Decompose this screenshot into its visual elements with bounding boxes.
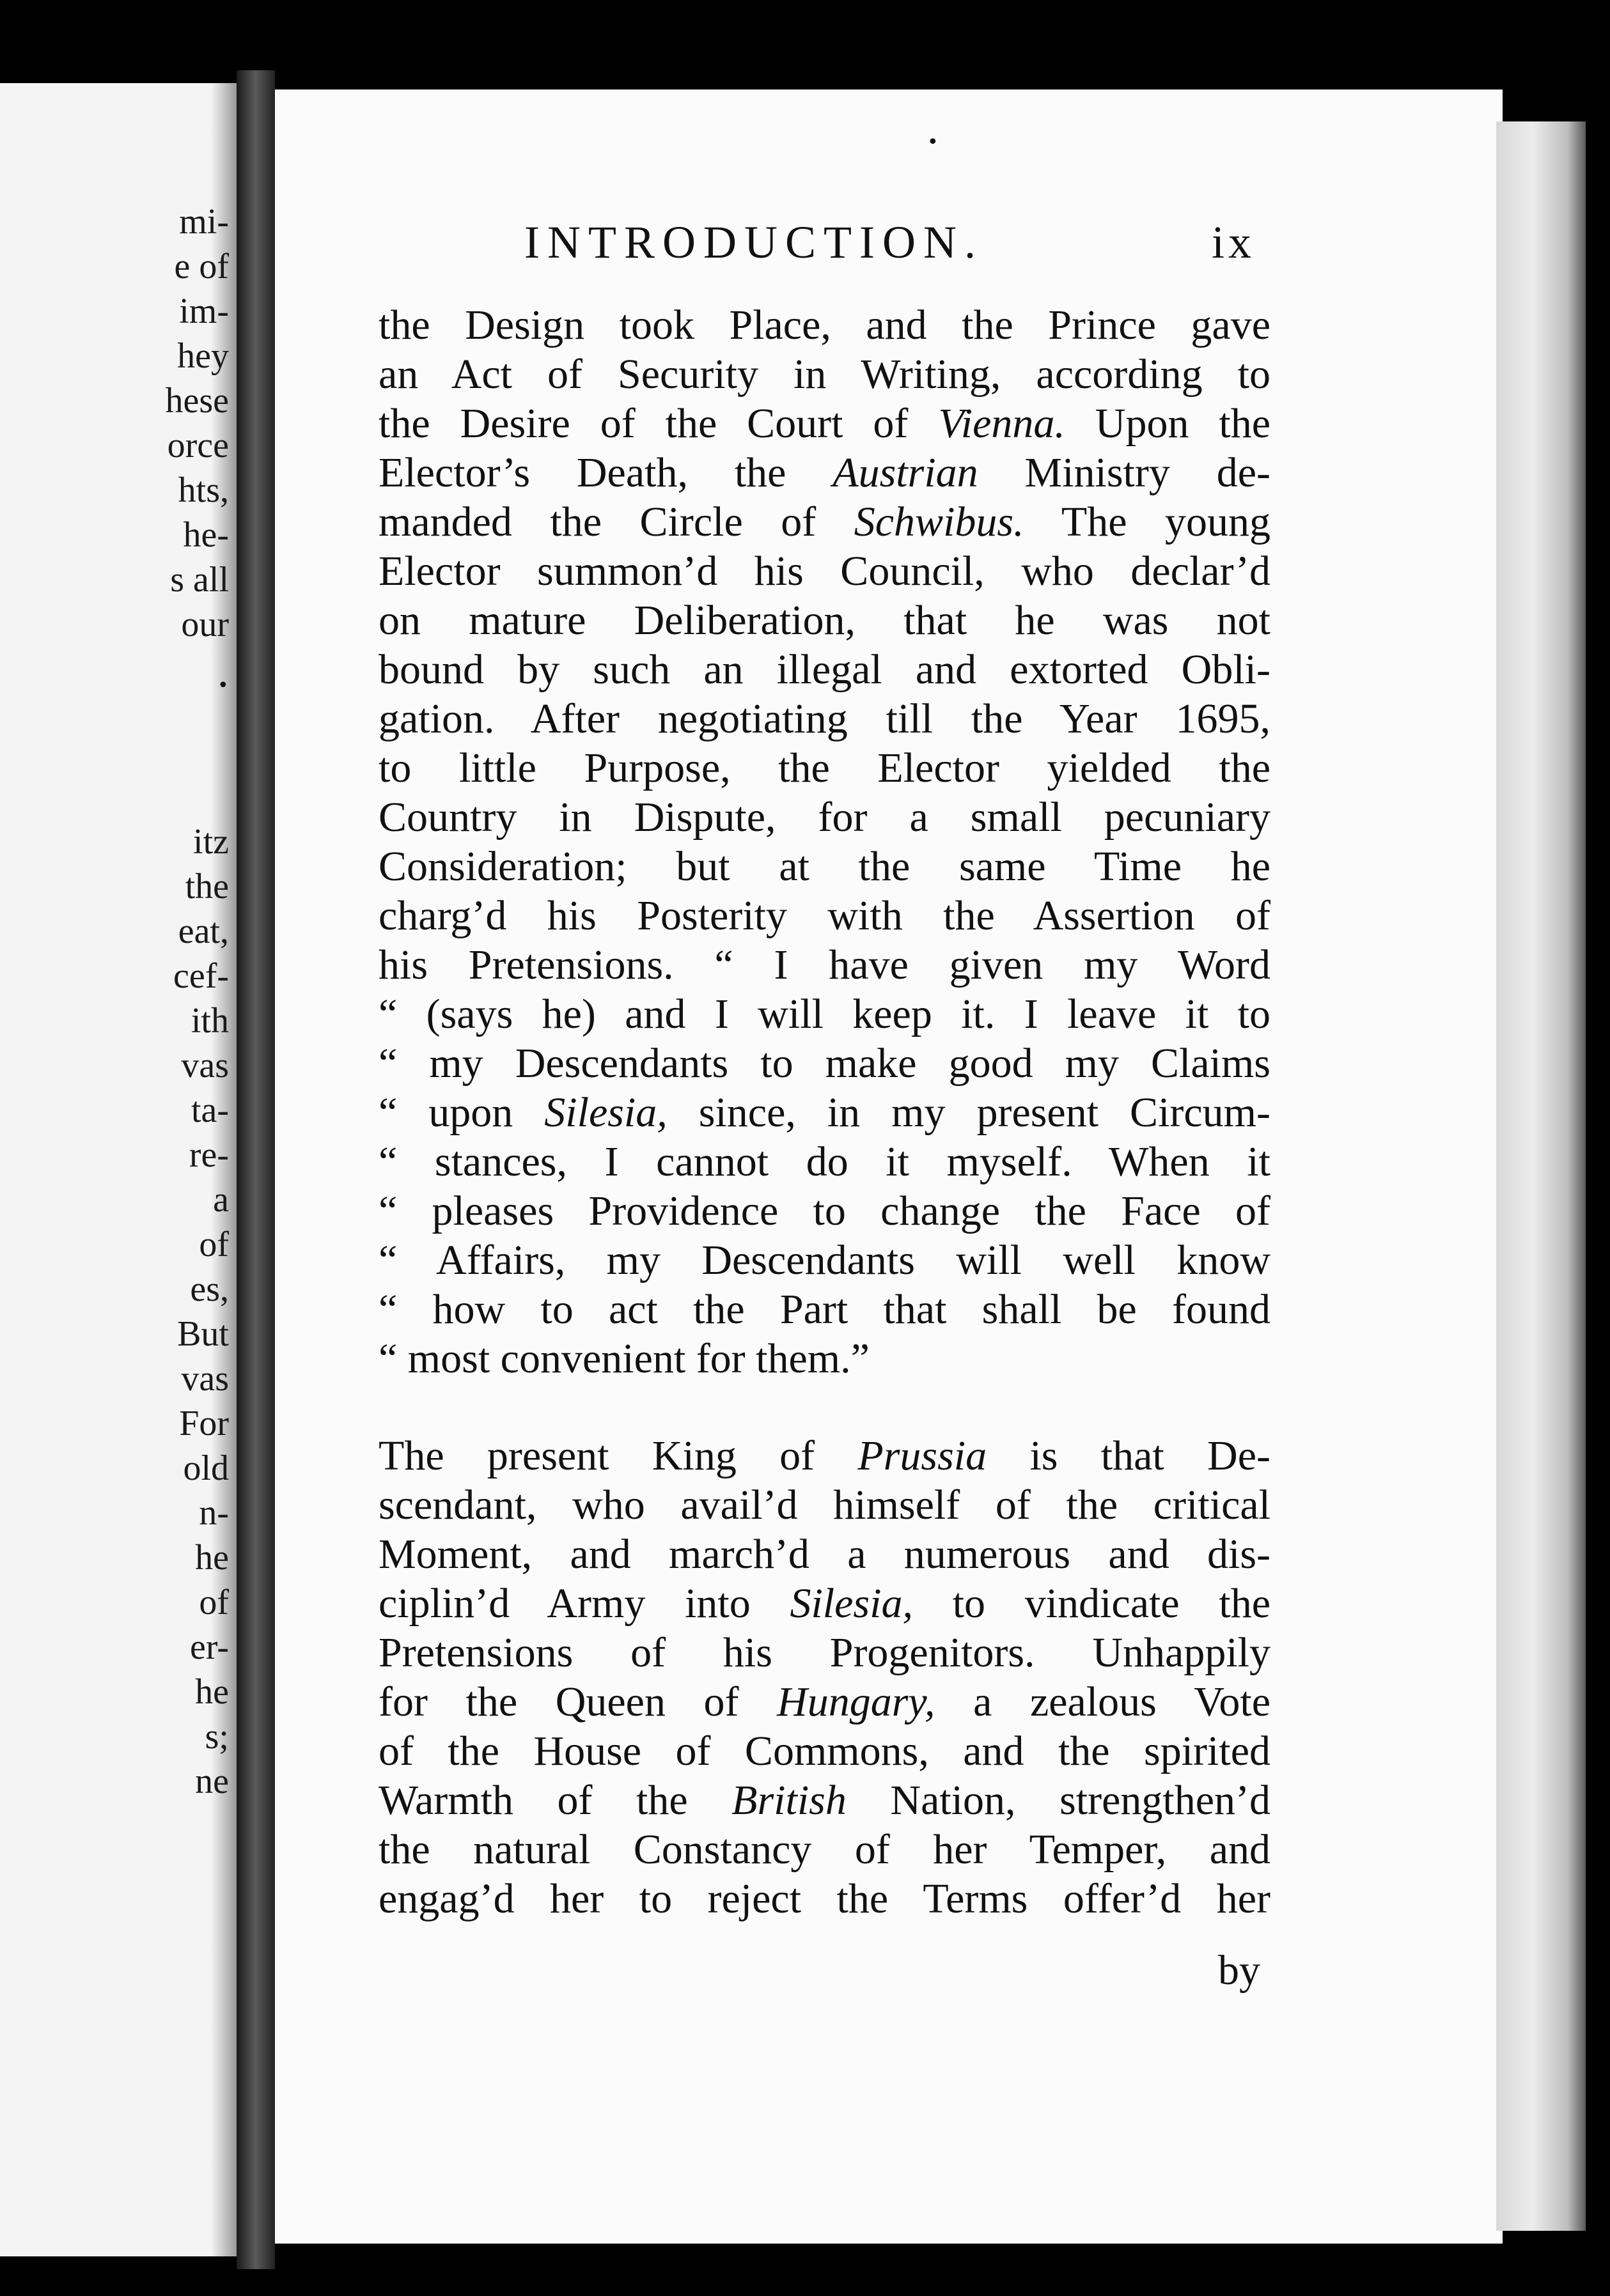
facing-page-fragment: s all	[170, 560, 229, 600]
text-line: “ Affairs, my Descendants will well know	[379, 1237, 1270, 1284]
page-number: ix	[1212, 217, 1256, 268]
paragraph	[379, 300, 1270, 1383]
catchword: by	[1218, 1947, 1260, 1994]
body-text	[379, 300, 1270, 1923]
text-line: “ stances, I cannot do it myself. When it	[379, 1138, 1270, 1185]
text-line: Elector summon’d his Council, who declar’d	[379, 548, 1270, 594]
facing-page-fragment: eat,	[178, 911, 229, 951]
text-line: charg’d his Posterity with the Assertion of	[379, 892, 1270, 939]
paragraph-gap	[379, 1383, 1270, 1431]
text-line: Pretensions of his Progenitors. Unhappily	[379, 1629, 1270, 1676]
text-line: for the Queen of Hungary, a zealous Vote	[379, 1679, 1270, 1725]
facing-page-fragment: hts,	[178, 470, 229, 510]
facing-page-fragment: hey	[177, 336, 229, 376]
text-line: The present King of Prussia is that De-	[379, 1432, 1270, 1479]
text-line: bound by such an illegal and extorted Obli-	[379, 646, 1270, 693]
text-line: Warmth of the British Nation, strengthen’d	[379, 1777, 1270, 1824]
text-line: manded the Circle of Schwibus. The young	[379, 499, 1271, 545]
facing-page-fragment: ta-	[191, 1090, 229, 1130]
facing-page-fragment: he	[195, 1672, 229, 1712]
text-line: “ (says he) and I will keep it. I leave it to	[379, 991, 1270, 1037]
facing-page	[0, 83, 237, 2256]
facing-page-fragment: vas	[181, 1046, 229, 1085]
text-line: Elector’s Death, the Austrian Ministry de-	[379, 449, 1270, 496]
text-line: ciplin’d Army into Silesia, to vindicate the	[379, 1580, 1270, 1627]
facing-page-fragment: of	[199, 1225, 229, 1264]
facing-page-fragment: s;	[205, 1717, 229, 1757]
running-head: INTRODUCTION.	[524, 217, 983, 268]
facing-page-fragment: orce	[167, 426, 229, 465]
facing-page-fragment: our	[181, 605, 229, 644]
ink-speck: •	[927, 131, 939, 153]
text-line: “ my Descendants to make good my Claims	[379, 1040, 1270, 1087]
ink-speck: •	[217, 674, 229, 697]
facing-page-fragment: ne	[195, 1762, 229, 1801]
text-line: engag’d her to reject the Terms offer’d her	[379, 1875, 1270, 1922]
paragraph	[379, 1431, 1270, 1923]
text-line: the Design took Place, and the Prince gave	[379, 302, 1270, 348]
text-line: “ upon Silesia, since, in my present Circum-	[379, 1089, 1270, 1136]
text-line: Country in Dispute, for a small pecuniary	[379, 794, 1270, 841]
facing-page-fragment: n-	[199, 1493, 229, 1533]
text-line: “ how to act the Part that shall be found	[379, 1286, 1270, 1333]
facing-page-fragment: hese	[165, 381, 229, 421]
facing-page-fragment: cef-	[173, 956, 229, 996]
text-line: on mature Deliberation, that he was not	[379, 597, 1270, 644]
text-line: Moment, and march’d a numerous and dis-	[379, 1531, 1270, 1578]
text-line: to little Purpose, the Elector yielded the	[379, 745, 1270, 791]
text-line: Consideration; but at the same Time he	[379, 843, 1270, 890]
facing-page-fragment: ith	[191, 1001, 229, 1041]
facing-page-fragment: vas	[181, 1359, 229, 1399]
facing-page-fragment: the	[185, 867, 229, 906]
text-line: his Pretensions. “ I have given my Word	[379, 942, 1270, 988]
facing-page-fragment: mi-	[179, 202, 229, 242]
text-line: “ pleases Providence to change the Face of	[379, 1188, 1270, 1234]
text-line: the natural Constancy of her Temper, and	[379, 1826, 1270, 1873]
text-line: the Desire of the Court of Vienna. Upon the	[379, 400, 1271, 447]
facing-page-fragment: of	[199, 1583, 229, 1622]
facing-page-fragment: itz	[193, 822, 229, 862]
facing-page-fragment: For	[179, 1404, 229, 1443]
text-line: “ most convenient for them.”	[379, 1335, 870, 1382]
facing-page-fragment: But	[177, 1314, 229, 1354]
facing-page-fragment: im-	[179, 291, 229, 331]
facing-page-fragment: old	[183, 1448, 229, 1488]
text-line: gation. After negotiating till the Year 1695,	[379, 695, 1270, 742]
facing-page-fragment: es,	[190, 1269, 229, 1309]
facing-page-fragment: e of	[174, 247, 229, 286]
facing-page-fragment: re-	[189, 1135, 229, 1175]
text-line: of the House of Commons, and the spirited	[379, 1728, 1270, 1774]
book-gutter	[237, 70, 275, 2269]
facing-page-fragment: a	[213, 1180, 229, 1220]
facing-page-fragment: he-	[183, 515, 229, 555]
text-line: scendant, who avail’d himself of the critical	[379, 1482, 1270, 1528]
facing-page-fragment: er-	[189, 1627, 229, 1667]
text-line: an Act of Security in Writing, according to	[379, 351, 1270, 398]
page-edge	[1496, 121, 1586, 2231]
facing-page-fragment: he	[195, 1538, 229, 1578]
